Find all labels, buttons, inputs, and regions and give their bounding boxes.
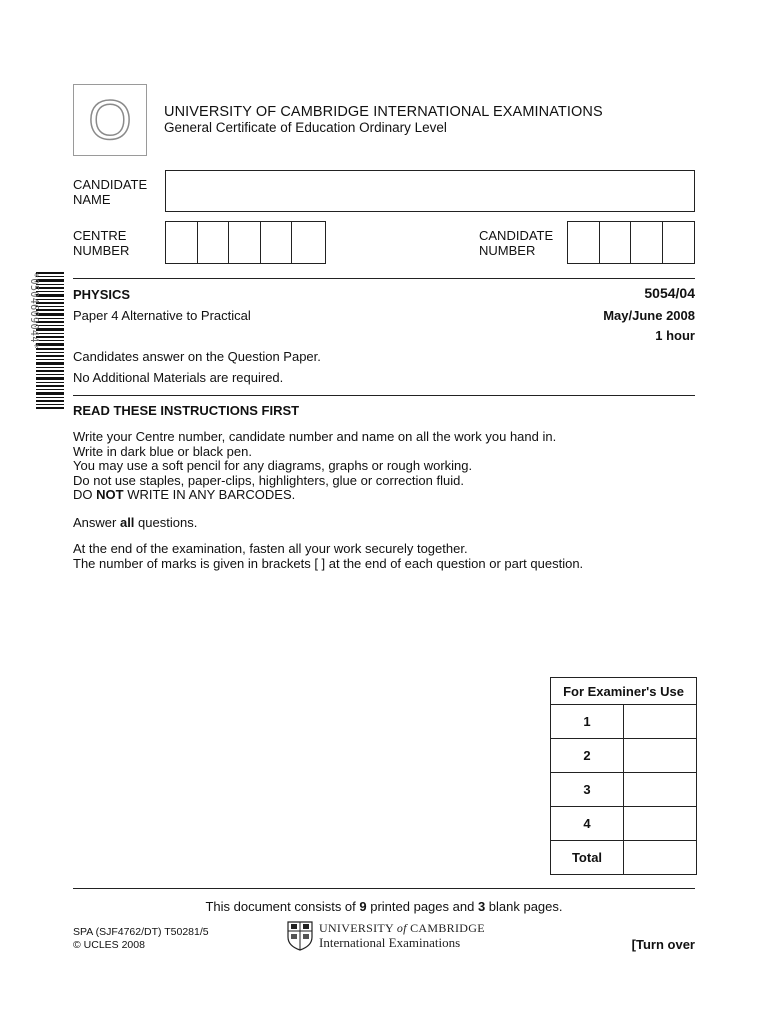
printed-page-count: 9 bbox=[359, 899, 367, 914]
examiners-use-table bbox=[550, 677, 697, 875]
paper-title: Paper 4 Alternative to Practical bbox=[73, 308, 251, 323]
candidate-name-field[interactable] bbox=[165, 170, 695, 212]
blank-page-count: 3 bbox=[477, 899, 486, 914]
centre-number-cell[interactable] bbox=[198, 222, 230, 263]
page-count-text: blank pages. bbox=[485, 899, 563, 914]
table-row bbox=[551, 739, 697, 773]
instruction-text: Answer bbox=[73, 515, 120, 530]
table-row bbox=[551, 678, 697, 705]
question-number-cell: 2 bbox=[551, 739, 624, 773]
centre-number-cell[interactable] bbox=[261, 222, 293, 263]
barcode-digits: *0504609044* bbox=[28, 272, 39, 350]
centre-number-label bbox=[73, 228, 163, 258]
candidate-name-label-line1: CANDIDATE bbox=[73, 177, 148, 192]
answer-instruction bbox=[73, 515, 197, 530]
instruction-line: You may use a soft pencil for any diagrams, graphs or rough working. bbox=[73, 458, 473, 473]
wordmark-line1 bbox=[319, 921, 485, 935]
total-label-cell: Total bbox=[551, 841, 624, 875]
page-count-text: printed pages and bbox=[366, 899, 478, 914]
institution-name: UNIVERSITY OF CAMBRIDGE INTERNATIONAL EXAMINATIONS bbox=[164, 104, 603, 120]
subject-name: PHYSICS bbox=[73, 287, 131, 302]
candidate-name-label-line2: NAME bbox=[73, 192, 111, 207]
centre-number-cell[interactable] bbox=[229, 222, 261, 263]
candidate-number-label bbox=[479, 228, 569, 258]
instruction-line: The number of marks is given in brackets [ ] at the end of each question or part question. bbox=[73, 555, 584, 571]
wordmark-cambridge: CAMBRIDGE bbox=[410, 921, 485, 935]
question-number-cell: 3 bbox=[551, 773, 624, 807]
candidate-number-cell[interactable] bbox=[568, 222, 600, 263]
mark-cell[interactable] bbox=[624, 807, 697, 841]
exam-duration: 1 hour bbox=[655, 328, 695, 343]
centre-number-cell[interactable] bbox=[166, 222, 198, 263]
reference-code: SPA (SJF4762/DT) T50281/5 bbox=[73, 926, 209, 938]
o-level-logo bbox=[73, 84, 147, 156]
instruction-text: DO bbox=[73, 487, 97, 502]
candidate-number-cell[interactable] bbox=[663, 222, 694, 263]
candidate-number-field[interactable] bbox=[567, 221, 695, 264]
cambridge-crest-icon bbox=[287, 921, 313, 951]
examiners-use-heading: For Examiner's Use bbox=[551, 678, 697, 705]
mark-cell[interactable] bbox=[624, 739, 697, 773]
paper-code: 5054/04 bbox=[644, 285, 695, 301]
centre-number-field[interactable] bbox=[165, 221, 326, 264]
centre-number-label-line2: NUMBER bbox=[73, 243, 130, 258]
qualification-name: General Certificate of Education Ordinary Level bbox=[164, 120, 447, 135]
barcode-bars bbox=[36, 272, 64, 409]
instructions-list bbox=[73, 430, 556, 503]
wordmark-of: of bbox=[396, 921, 407, 935]
footer-divider bbox=[73, 888, 695, 889]
barcode-image bbox=[30, 270, 64, 410]
end-instructions bbox=[73, 542, 583, 571]
instruction-emphasis: all bbox=[119, 515, 135, 530]
question-number-cell: 4 bbox=[551, 807, 624, 841]
instruction-line bbox=[73, 488, 556, 503]
answer-note: Candidates answer on the Question Paper. bbox=[73, 349, 321, 364]
instruction-emphasis: NOT bbox=[96, 487, 124, 502]
copyright-notice: © UCLES 2008 bbox=[73, 939, 145, 951]
page-count-note bbox=[73, 899, 695, 914]
cambridge-wordmark bbox=[319, 921, 485, 950]
section-divider bbox=[73, 278, 695, 279]
table-row bbox=[551, 773, 697, 807]
mark-cell[interactable] bbox=[624, 705, 697, 739]
mark-cell[interactable] bbox=[624, 773, 697, 807]
instruction-text: WRITE IN ANY BARCODES. bbox=[123, 487, 296, 502]
materials-note: No Additional Materials are required. bbox=[73, 370, 284, 385]
instruction-line: Write in dark blue or black pen. bbox=[73, 443, 252, 459]
section-divider bbox=[73, 395, 695, 396]
o-level-logo-letter: O bbox=[88, 88, 132, 151]
table-row bbox=[551, 807, 697, 841]
table-row bbox=[551, 705, 697, 739]
turn-over-note: [Turn over bbox=[631, 937, 695, 952]
question-number-cell: 1 bbox=[551, 705, 624, 739]
instruction-text: questions. bbox=[134, 515, 198, 530]
candidate-name-label bbox=[73, 177, 163, 207]
instruction-line: Do not use staples, paper-clips, highlighters, glue or correction fluid. bbox=[73, 472, 464, 488]
instructions-heading: READ THESE INSTRUCTIONS FIRST bbox=[73, 403, 300, 418]
exam-session: May/June 2008 bbox=[603, 308, 695, 323]
candidate-number-label-line1: CANDIDATE bbox=[479, 228, 554, 243]
candidate-number-cell[interactable] bbox=[600, 222, 632, 263]
wordmark-line2: International Examinations bbox=[319, 935, 461, 950]
document-reference bbox=[73, 926, 209, 952]
total-mark-cell[interactable] bbox=[624, 841, 697, 875]
page-count-text: This document consists of bbox=[205, 899, 360, 914]
instruction-line: Write your Centre number, candidate number and name on all the work you hand in. bbox=[73, 429, 557, 444]
table-row bbox=[551, 841, 697, 875]
candidate-number-cell[interactable] bbox=[631, 222, 663, 263]
candidate-number-label-line2: NUMBER bbox=[479, 243, 536, 258]
centre-number-cell[interactable] bbox=[292, 222, 325, 263]
instruction-line: At the end of the examination, fasten all your work securely together. bbox=[73, 541, 468, 556]
centre-number-label-line1: CENTRE bbox=[73, 228, 127, 243]
wordmark-university: UNIVERSITY bbox=[319, 921, 394, 935]
